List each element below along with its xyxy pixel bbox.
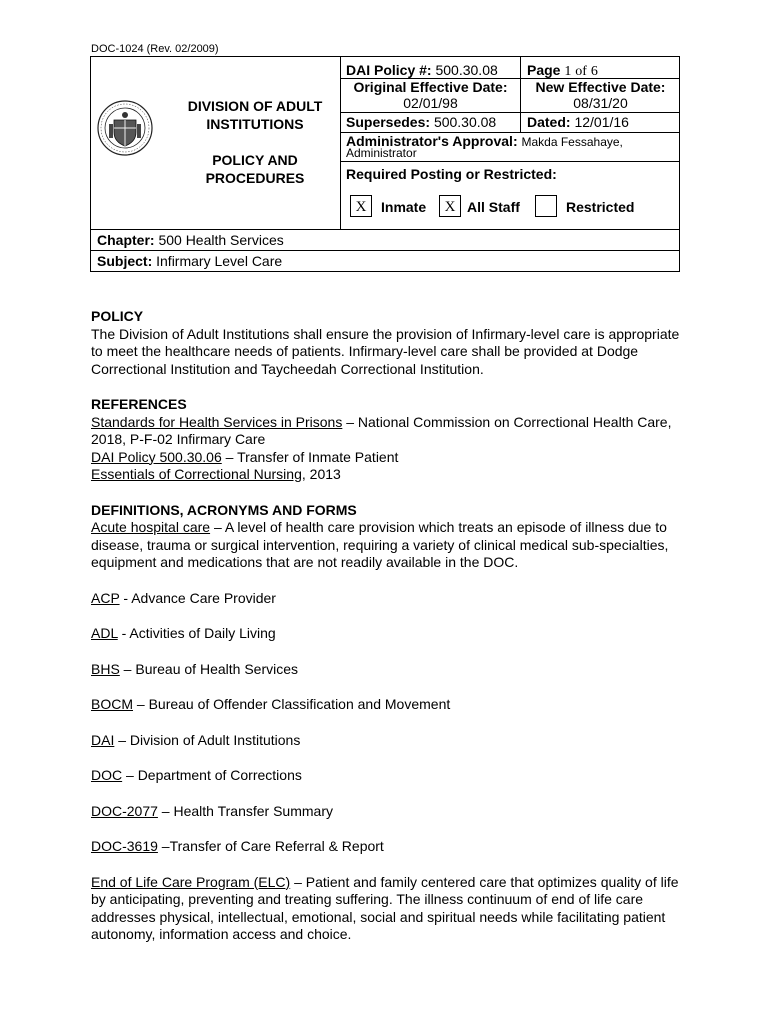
original-effective-date	[341, 79, 520, 111]
subject-value: Infirmary Level Care	[156, 253, 283, 269]
definition-item	[91, 803, 691, 821]
reference-3	[91, 466, 691, 484]
supersedes	[346, 114, 496, 130]
definition-item	[91, 874, 691, 944]
admin-title: Administrator	[346, 146, 417, 160]
definition-term: DOC-2077	[91, 802, 158, 819]
reference-3-link[interactable]: Essentials of Correctional Nursing	[91, 466, 302, 482]
inmate-label: Inmate	[381, 199, 427, 215]
header-divider	[90, 229, 680, 230]
dated	[527, 114, 629, 130]
new-effective-date	[521, 79, 680, 111]
page-label: Page	[527, 62, 561, 78]
definition-text: – A level of health care provision which treats an episode of illness due to disease, trauma or surgical intervention, requiring a variety of clinical medical sub-specialties, equipment and medications that are not readily available in the DOC.	[91, 519, 669, 570]
page-number: 1	[564, 64, 572, 79]
chapter-label: Chapter:	[97, 232, 155, 248]
definition-item	[91, 767, 691, 785]
reference-2-link[interactable]: DAI Policy 500.30.06	[91, 448, 222, 465]
references-heading: REFERENCES	[91, 396, 187, 412]
doc-type-line-2: PROCEDURES	[205, 170, 305, 186]
definition-term: BOCM	[91, 696, 133, 712]
definition-item	[91, 519, 691, 572]
org-line-1: DIVISION OF ADULT	[187, 98, 323, 114]
new-effective-value: 08/31/20	[573, 95, 628, 111]
definition-item	[91, 590, 691, 608]
reference-2-text: – Transfer of Inmate Patient	[221, 448, 399, 465]
all-staff-checkbox[interactable]: X	[439, 195, 461, 217]
definition-text: - Activities of Daily Living	[117, 625, 276, 641]
dated-value: 12/01/16	[574, 114, 629, 130]
original-effective-label: Original Effective Date:	[353, 79, 508, 95]
definition-text: – Patient and family centered care that optimizes quality of life by anticipating, preventing and treating suffering. The illness continuum of end of life care addresses physical, intellectual, emotional, social and spiritual needs while facilitating patient autonomy, information access and choice.	[91, 873, 679, 942]
document-body	[91, 308, 691, 944]
header-divider	[340, 112, 680, 113]
definition-item	[91, 625, 691, 643]
definition-term: DAI	[91, 731, 115, 748]
definition-item	[91, 696, 691, 714]
original-effective-value: 02/01/98	[403, 95, 458, 111]
subject-label: Subject:	[97, 253, 153, 269]
org-line-2: INSTITUTIONS	[206, 116, 304, 132]
supersedes-value: 500.30.08	[433, 114, 497, 130]
inmate-checkbox[interactable]: X	[350, 195, 372, 217]
new-effective-label: New Effective Date:	[535, 79, 666, 95]
definition-text: – Bureau of Health Services	[119, 660, 299, 677]
policy-text: The Division of Adult Institutions shall ensure the provision of Infirmary-level care is appropriate to meet the healthcare needs of patients. Infirmary-level care shall be provided at Dodge Correctional Institution and Taycheedah Correctional Institution.	[91, 325, 680, 377]
supersedes-label: Supersedes:	[346, 114, 431, 130]
policy-number-value: 500.30.08	[435, 62, 498, 78]
reference-1-text: – National Commission on Correctional Health Care, 2018, P-F-02 Infirmary Care	[91, 413, 672, 447]
admin-approval-label: Administrator's Approval:	[346, 133, 518, 149]
header-divider	[90, 250, 680, 251]
subject	[97, 253, 282, 269]
document-type	[165, 151, 345, 187]
definition-term: BHS	[91, 660, 120, 677]
definition-term: ADL	[91, 625, 118, 641]
reference-3-text: , 2013	[301, 466, 341, 482]
definition-text: – Department of Corrections	[122, 767, 302, 783]
definition-item	[91, 838, 691, 856]
page-of: of	[575, 64, 587, 79]
definition-term: End of Life Care Program (ELC)	[91, 873, 291, 890]
all-staff-label: All Staff	[467, 199, 520, 215]
document-number: DOC-1024 (Rev. 02/2009)	[91, 43, 219, 55]
state-seal-icon	[97, 96, 153, 160]
definitions-heading: DEFINITIONS, ACRONYMS AND FORMS	[91, 501, 357, 518]
policy-heading: POLICY	[91, 308, 144, 324]
definition-term: Acute hospital care	[91, 519, 211, 535]
admin-name: Makda Fessahaye,	[521, 135, 623, 149]
definition-term: DOC-3619	[91, 838, 158, 854]
dated-label: Dated:	[527, 114, 571, 130]
page-indicator	[527, 62, 598, 80]
definition-text: – Health Transfer Summary	[157, 802, 333, 819]
definition-text: – Bureau of Offender Classification and Movement	[133, 696, 451, 712]
definition-text: – Division of Adult Institutions	[114, 731, 301, 748]
policy-number	[346, 62, 498, 78]
header-divider	[340, 161, 680, 162]
reference-2	[91, 449, 691, 467]
doc-type-line-1: POLICY AND	[212, 152, 298, 168]
definition-item	[91, 661, 691, 679]
chapter	[97, 232, 284, 248]
chapter-value: 500 Health Services	[158, 232, 284, 248]
posting-label: Required Posting or Restricted:	[346, 166, 557, 182]
restricted-label: Restricted	[566, 199, 635, 215]
definition-text: - Advance Care Provider	[119, 589, 276, 606]
definition-item	[91, 732, 691, 750]
reference-1	[91, 414, 691, 449]
definition-text: –Transfer of Care Referral & Report	[157, 838, 384, 854]
definition-term: ACP	[91, 589, 120, 606]
definition-term: DOC	[91, 767, 123, 783]
policy-number-label: DAI Policy #:	[346, 62, 432, 78]
reference-1-link[interactable]: Standards for Health Services in Prisons	[91, 413, 343, 430]
page-total: 6	[590, 64, 598, 79]
restricted-checkbox[interactable]	[535, 195, 557, 217]
org-name	[165, 97, 345, 133]
